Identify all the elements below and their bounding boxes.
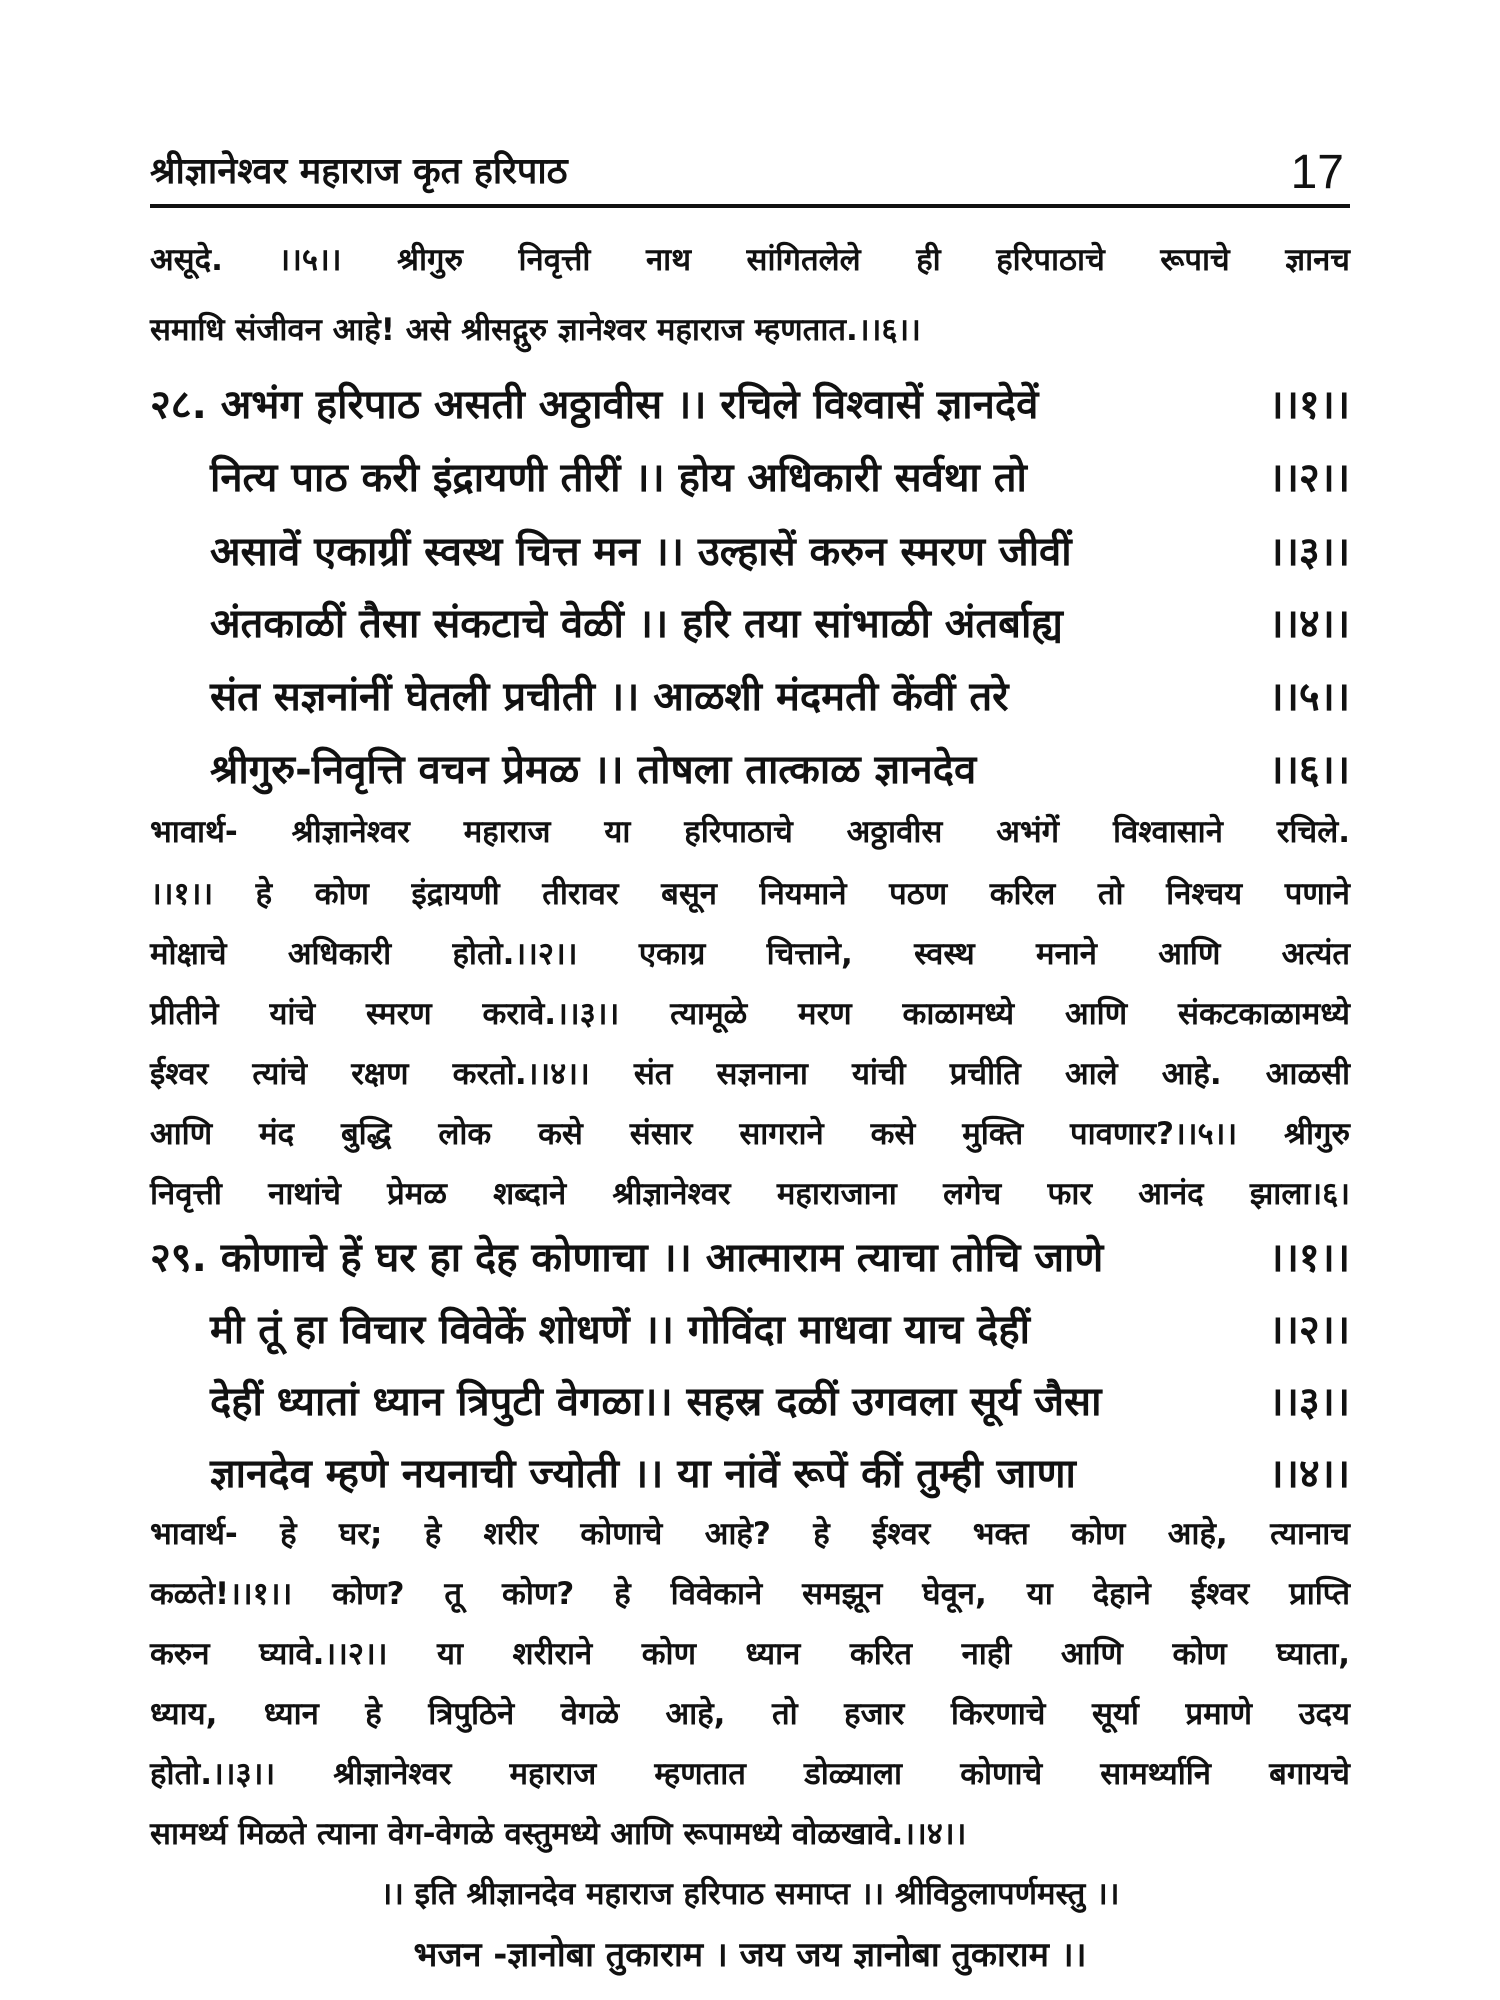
abhang29-meaning-line-6: सामर्थ्य मिळते त्याना वेग-वेगळे वस्तुमध्ये आणि रूपामध्ये वोळखावे.।।४।। [150, 1816, 967, 1852]
closing-line: ।। इति श्रीज्ञानदेव महाराज हरिपाठ समाप्त ।। श्रीविठ्ठलापर्णमस्तु ।। [380, 1876, 1120, 1912]
bhajan-line: भजन -ज्ञानोबा तुकाराम । जय जय ज्ञानोबा तुकाराम ।। [413, 1935, 1087, 1975]
running-title: श्रीज्ञानेश्वर महाराज कृत हरिपाठ [150, 151, 568, 192]
abhang28-verse-2: नित्य पाठ करी इंद्रायणी तीरीं ।। होय अधिकारी सर्वथा तो ।।२।। [210, 455, 1350, 501]
abhang28-meaning-line-4: प्रीतीने यांचे स्मरण करावे.।।३।। त्यामूळे मरण काळामध्ये आणि संकटकाळामध्ये [150, 996, 1350, 1032]
abhang29-meaning-line-2: कळते!।।१।। कोण? तू कोण? हे विवेकाने समझून घेवून, या देहाने ईश्वर प्राप्ति [150, 1576, 1350, 1612]
abhang28-meaning-line-7: निवृत्ती नाथांचे प्रेमळ शब्दाने श्रीज्ञानेश्वर महाराजाना लगेच फार आनंद झाला।६। [150, 1176, 1350, 1212]
abhang28-verse-4: अंतकाळीं तैसा संकटाचे वेळीं ।। हरि तया सांभाळी अंतर्बाह्य ।।४।। [210, 601, 1350, 647]
abhang28-verse-6: श्रीगुरु-निवृत्ति वचन प्रेमळ ।। तोषला तात्काळ ज्ञानदेव ।।६।। [210, 747, 1350, 793]
abhang29-verse-2: मी तूं हा विचार विवेकें शोधणें ।। गोविंदा माधवा याच देहीं ।।२।। [210, 1307, 1350, 1353]
page-header [150, 140, 1350, 208]
page-number: 17 [1290, 146, 1344, 199]
abhang29-verse-3: देहीं ध्यातां ध्यान त्रिपुटी वेगळा।। सहस्र दळीं उगवला सूर्य जैसा ।।३।। [210, 1379, 1350, 1425]
abhang29-meaning-line-3: करुन घ्यावे.।।२।। या शरीराने कोण ध्यान करित नाही आणि कोण घ्याता, [150, 1636, 1350, 1672]
abhang28-meaning-line-1: भावार्थ- श्रीज्ञानेश्वर महाराज या हरिपाठाचे अठ्ठावीस अभंगें विश्वासाने रचिले. [150, 814, 1350, 850]
intro-line-1: असूदे. ।।५।। श्रीगुरु निवृत्ती नाथ सांगितलेले ही हरिपाठाचे रूपाचे ज्ञानच [150, 242, 1350, 278]
meaning-label: भावार्थ- [150, 814, 238, 850]
abhang29-meaning-line-1: भावार्थ- हे घर; हे शरीर कोणाचे आहे? हे ईश्वर भक्त कोण आहे, त्यानाच [150, 1516, 1350, 1552]
abhang29-verse-1: २९. कोणाचे हें घर हा देह कोणाचा ।। आत्माराम त्याचा तोचि जाणे ।।१।। [150, 1235, 1350, 1281]
abhang28-verse-3: असावें एकाग्रीं स्वस्थ चित्त मन ।। उल्हासें करुन स्मरण जीवीं ।।३।। [210, 529, 1350, 575]
abhang28-meaning-line-2: ।।१।। हे कोण इंद्रायणी तीरावर बसून नियमाने पठण करिल तो निश्चय पणाने [150, 876, 1350, 912]
abhang28-meaning-line-3: मोक्षाचे अधिकारी होतो.।।२।। एकाग्र चित्ताने, स्वस्थ मनाने आणि अत्यंत [150, 936, 1350, 972]
abhang28-verse-1: २८. अभंग हरिपाठ असती अठ्ठावीस ।। रचिले विश्वासें ज्ञानदेवें ।।१।। [150, 382, 1350, 428]
abhang28-verse-5: संत सज्ञनांनीं घेतली प्रचीती ।। आळशी मंदमती केंवीं तरे ।।५।। [210, 674, 1350, 720]
abhang28-meaning-line-5: ईश्वर त्यांचे रक्षण करतो.।।४।। संत सज्ञनाना यांची प्रचीति आले आहे. आळसी [150, 1056, 1350, 1092]
intro-line-2: समाधि संजीवन आहे! असे श्रीसद्गुरु ज्ञानेश्वर महाराज म्हणतात.।।६।। [150, 312, 921, 348]
abhang29-meaning-line-5: होतो.।।३।। श्रीज्ञानेश्वर महाराज म्हणतात डोळ्याला कोणाचे सामर्थ्यानि बगायचे [150, 1756, 1350, 1792]
abhang29-verse-4: ज्ञानदेव म्हणे नयनाची ज्योती ।। या नांवें रूपें कीं तुम्ही जाणा ।।४।। [210, 1451, 1350, 1497]
abhang29-meaning-line-4: ध्याय, ध्यान हे त्रिपुठिने वेगळे आहे, तो हजार किरणाचे सूर्या प्रमाणे उदय [150, 1696, 1350, 1732]
meaning-label: भावार्थ- [150, 1516, 238, 1552]
abhang28-meaning-line-6: आणि मंद बुद्धि लोक कसे संसार सागराने कसे मुक्ति पावणार?।।५।। श्रीगुरु [150, 1116, 1350, 1152]
